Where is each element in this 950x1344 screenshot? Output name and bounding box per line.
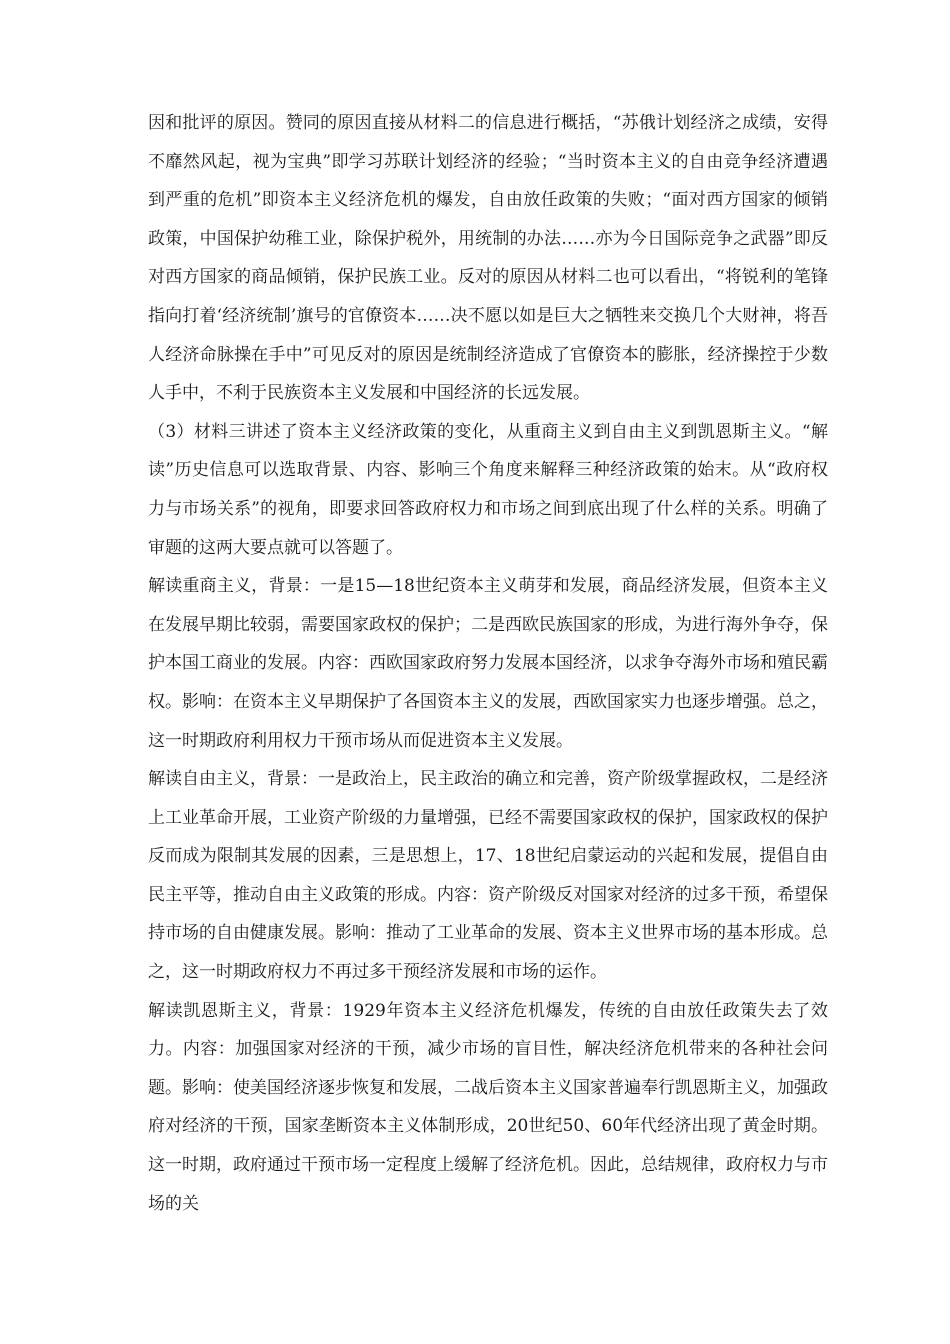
paragraph-reasons: 因和批评的原因。赞同的原因直接从材料二的信息进行概括，“苏俄计划经济之成绩，安得不靡然风起，视为宝典”即学习苏联计划经济的经验；“当时资本主义的自由竞争经济遭遇到严重的危机”即资本主义经济危机的爆发，自由放任政策的失败；“面对西方国家的倾销政策，中国保护幼稚工业，除保护税外，用统制的办法……亦为今日国际竞争之武器”即反对西方国家的商品倾销，保护民族工业。反对的原因从材料二也可以看出，“将锐利的笔锋指向打着‘经济统制’旗号的官僚资本……决不愿以如是巨大之牺牲来交换几个大财神，将吾人经济命脉操在手中”可见反对的原因是统制经济造成了官僚资本的膨胀，经济操控于少数人手中，不利于民族资本主义发展和中国经济的长远发展。 <box>148 113 828 404</box>
document-page <box>148 104 828 1223</box>
paragraph-question-3: （3）材料三讲述了资本主义经济政策的变化，从重商主义到自由主义到凯恩斯主义。“解读”历史信息可以选取背景、内容、影响三个角度来解释三种经济政策的始末。从“政府权力与市场关系”的视角，即要求回答政府权力和市场之间到底出现了什么样的关系。明确了审题的这两大要点就可以答题了。 <box>148 421 828 558</box>
paragraph-keynesianism: 解读凯恩斯主义，背景：1929年资本主义经济危机爆发，传统的自由放任政策失去了效力。内容：加强国家对经济的干预，减少市场的盲目性，解决经济危机带来的各种社会问题。影响：使美国经济逐步恢复和发展，二战后资本主义国家普遍奉行凯恩斯主义，加强政府对经济的干预，国家垄断资本主义体制形成，20世纪50、60年代经济出现了黄金时期。这一时期，政府通过干预市场一定程度上缓解了经济危机。因此，总结规律，政府权力与市场的关 <box>148 1000 828 1214</box>
paragraph-liberalism: 解读自由主义，背景：一是政治上，民主政治的确立和完善，资产阶级掌握政权，二是经济上工业革命开展，工业资产阶级的力量增强，已经不需要国家政权的保护，国家政权的保护反而成为限制其发展的因素，三是思想上，17、18世纪启蒙运动的兴起和发展，提倡自由民主平等，推动自由主义政策的形成。内容：资产阶级反对国家对经济的过多干预，希望保持市场的自由健康发展。影响：推动了工业革命的发展、资本主义世界市场的基本形成。总之，这一时期政府权力不再过多干预经济发展和市场的运作。 <box>148 769 828 983</box>
paragraph-mercantilism: 解读重商主义，背景：一是15—18世纪资本主义萌芽和发展，商品经济发展，但资本主义在发展早期比较弱，需要国家政权的保护；二是西欧民族国家的形成，为进行海外争夺，保护本国工商业的发展。内容：西欧国家政府努力发展本国经济，以求争夺海外市场和殖民霸权。影响：在资本主义早期保护了各国资本主义的发展，西欧国家实力也逐步增强。总之，这一时期政府利用权力干预市场从而促进资本主义发展。 <box>148 576 828 751</box>
